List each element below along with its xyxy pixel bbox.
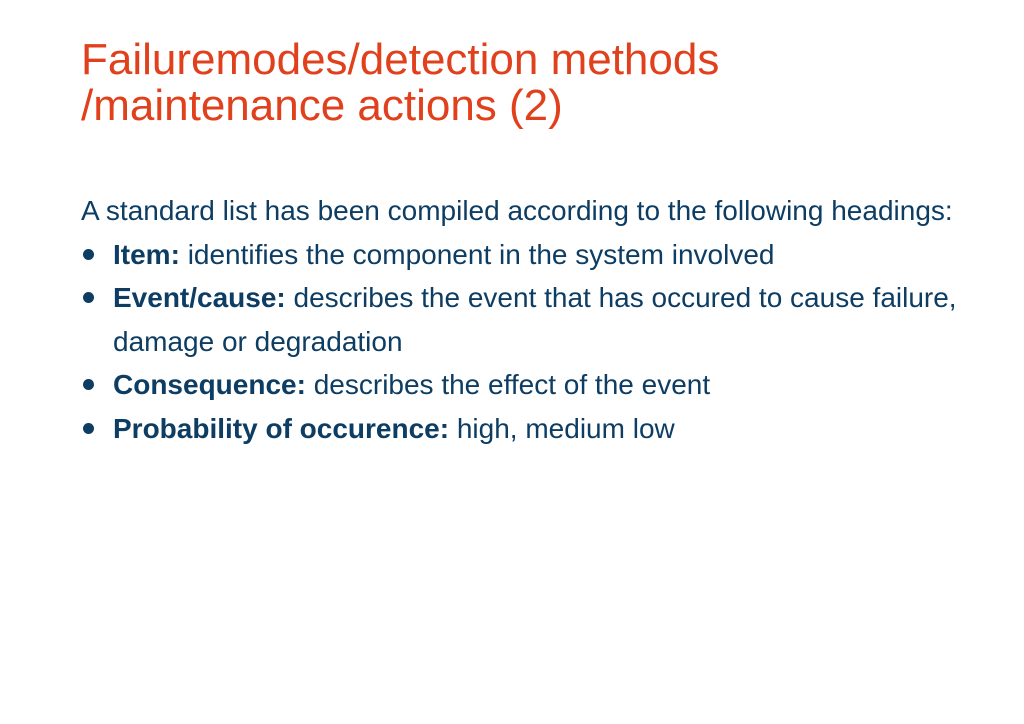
list-item-term: Event/cause: [113,282,286,313]
list-item-term: Probability of occurence: [113,412,450,444]
list-item-probability [81,407,1001,451]
bullet-icon [83,423,94,434]
headings-list [81,233,1001,451]
list-item-consequence [81,363,1001,407]
intro-paragraph: A standard list has been compiled according to the following headings: [81,195,953,226]
slide-title-line-2: /maintenance actions (2) [81,81,563,130]
list-item-term: Item: [113,238,180,270]
list-item-event-cause [81,276,1001,363]
list-item-text: describes the effect of the event [313,369,711,400]
list-item-text: high, medium low [456,412,675,444]
bullet-icon [83,249,94,260]
slide-title [81,37,1001,129]
slide-body [81,189,1001,450]
list-item-item [81,233,1001,277]
slide-title-line-1: Failuremodes/detection methods [81,35,720,84]
list-item-text: identifies the component in the system involved [187,238,775,270]
list-item-term: Consequence: [113,369,306,400]
bullet-icon [83,379,94,390]
bullet-icon [83,292,94,303]
list-item-text: describes the event that has occured to cause failure, damage or degradation [113,282,957,357]
